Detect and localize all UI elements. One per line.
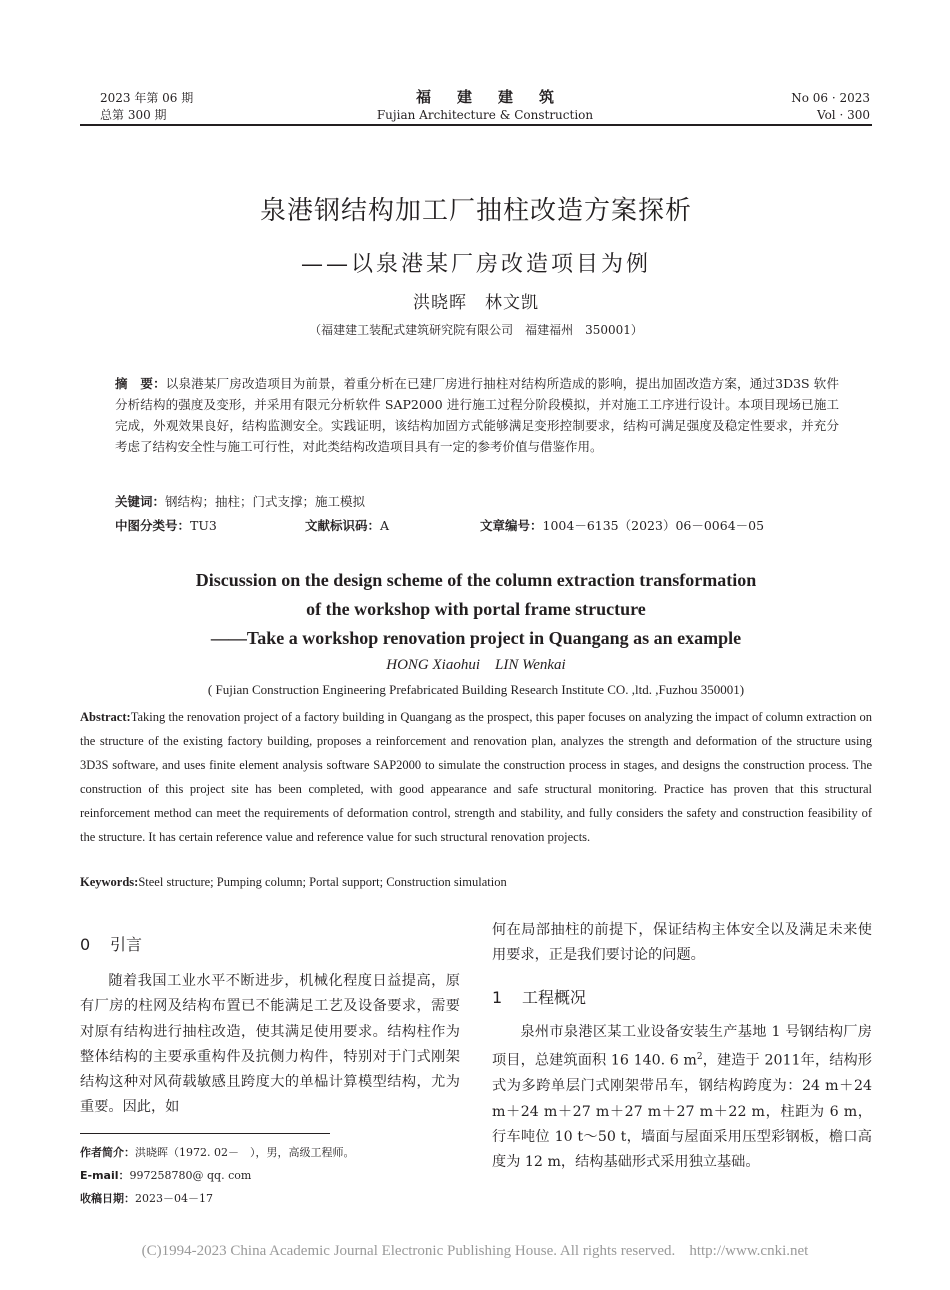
english-title-line3: ——Take a workshop renovation project in Quangang as an example (210, 628, 742, 648)
section-0-heading (80, 932, 460, 958)
keywords-cn (115, 492, 839, 512)
article-number (480, 516, 764, 536)
footnote-date-text: 2023－04－17 (135, 1192, 213, 1205)
article-affiliation: （福建建工装配式建筑研究院有限公司 福建福州 350001） (309, 323, 643, 337)
english-authors: HONG Xiaohui LIN Wenkai (386, 657, 566, 673)
abstract-cn (115, 373, 839, 457)
article-authors: 洪晓晖 林文凯 (413, 293, 539, 313)
section-1-heading (492, 985, 872, 1011)
header-total-issue: 总第 300 期 (100, 108, 167, 122)
keywords-en (80, 872, 872, 892)
cnki-url[interactable]: http://www.cnki.net (689, 1243, 809, 1259)
keywords-en-label: Keywords: (80, 875, 139, 889)
abstract-en-text: Taking the renovation project of a factory building in Quangang as the prospect, this paper focuses on analyzing the impact of column extraction on the structure of the existing factory building, proposes a reinforcement and renovation plan, analyzes the strength and deformation of the structure using 3D3S software, and uses finite element analysis software SAP2000 to simulate the construction process in stages, and designs the construction process. The construction of this project site has been completed, with good appearance and safe structural monitoring. Practice has proven that this structural reinforcement method can meet the requirements of deformation control, strength and stability, and fully considers the safety and construction feasibility of the structure. It has certain reference value and reference value for such structural renovation projects. (80, 710, 872, 844)
english-affiliation: ( Fujian Construction Engineering Prefabricated Building Research Institute CO. ,ltd. ,Fuzhou 350001) (207, 682, 745, 697)
header-rule (80, 124, 872, 126)
article-number-label: 文章编号： (480, 518, 543, 533)
intro-continuation (492, 918, 872, 969)
footnote-author (80, 1145, 460, 1161)
section-0-title: 引言 (110, 935, 143, 954)
keywords-cn-text: 钢结构；抽柱；门式支撑；施工模拟 (165, 494, 366, 509)
footnote-author-text: 洪晓晖（1972. 02－ ），男，高级工程师。 (135, 1146, 355, 1159)
footnote-rule (80, 1133, 330, 1134)
abstract-cn-label: 摘 要： (115, 376, 166, 391)
header-vol: Vol · 300 (817, 108, 870, 122)
english-title-line2: of the workshop with portal frame structure (306, 599, 646, 619)
section-0-body (80, 969, 460, 1121)
footnote-email (80, 1168, 460, 1184)
footnote-date (80, 1191, 460, 1207)
article-subtitle: ——以泉港某厂房改造项目为例 (300, 252, 651, 277)
doc-value: A (380, 518, 390, 533)
clc-value: TU3 (190, 518, 217, 533)
article-title: 泉港钢结构加工厂抽柱改造方案探析 (259, 196, 692, 226)
header-issue-info (80, 90, 240, 124)
doc-code (305, 516, 389, 536)
abstract-en-label: Abstract: (80, 710, 131, 724)
intro-continuation-text: 何在局部抽柱的前提下，保证结构主体安全以及满足未来使用要求，正是我们要讨论的问题。 (492, 922, 872, 964)
english-title (80, 566, 872, 653)
section-0-paragraph: 随着我国工业水平不断进步，机械化程度日益提高，原有厂房的柱网及结构布置已不能满足工艺及设备要求，需要对原有结构进行抽柱改造，使其满足使用要求。结构柱作为整体结构的主要承重构件及抗侧力构件，特别对于门式刚架结构这种对风荷载敏感且跨度大的单榀计算模型结构，尤为重要。因此，如 (80, 973, 460, 1116)
section-1-paragraph (492, 1020, 872, 1176)
section-1-text-a: 泉州市泉港区某工业设备安装生产基地 1 号钢结构厂房项目，总建筑面积 16 140. 6 m (492, 1024, 872, 1070)
footnote-email-text: 997258780@ qq. com (129, 1169, 252, 1182)
keywords-cn-label: 关键词： (115, 494, 166, 509)
header-volume-info (710, 90, 870, 124)
abstract-en (80, 705, 872, 849)
english-title-line1: Discussion on the design scheme of the column extraction transformation (195, 570, 757, 590)
section-1-text-b: ，建造于 2011年，结构形式为多跨单层门式刚架带吊车，钢结构跨度为：24 m＋24 m＋24 m＋27 m＋27 m＋27 m＋22 m，柱距为 6 m，行车吨位 10 t～50 t，墙面与屋面采用压型彩钢板，檐口高度为 12 m，结构基础形式采用独立基础。 (492, 1053, 872, 1171)
clc-label: 中图分类号： (115, 518, 191, 533)
footnote-email-label: E-mail： (80, 1169, 130, 1182)
copyright-text: (C)1994-2023 China Academic Journal Electronic Publishing House. All rights reserved. (141, 1243, 676, 1259)
abstract-cn-text: 以泉港某厂房改造项目为前景，着重分析在已建厂房进行抽柱对结构所造成的影响，提出加固改造方案，通过3D3S 软件分析结构的强度及变形，并采用有限元分析软件 SAP2000 进行施工过程分阶段模拟，并对施工工序进行设计。本项目现场已施工完成，外观效果良好，结构监测安全。实践证明，该结构加固方式能够满足变形控制要求，结构可满足强度及稳定性要求，并充分考虑了结构安全性与施工可行性，对此类结构改造项目具有一定的参考价值与借鉴作用。 (115, 376, 839, 454)
section-1-title: 工程概况 (522, 988, 587, 1007)
superscript-2: 2 (696, 1052, 703, 1063)
clc-code (115, 516, 217, 536)
section-1-body (492, 1020, 872, 1176)
keywords-en-text: Steel structure; Pumping column; Portal support; Construction simulation (138, 875, 507, 889)
footnote-author-label: 作者简介： (80, 1146, 135, 1159)
section-0-number: 0 (80, 935, 91, 954)
article-number-value: 1004－6135（2023）06－0064－05 (542, 518, 765, 533)
header-journal (300, 87, 670, 123)
header-no: No 06 · 2023 (791, 91, 870, 105)
header-year-issue: 2023 年第 06 期 (100, 91, 194, 105)
cnki-footer (0, 1240, 950, 1262)
footnote-date-label: 收稿日期： (80, 1192, 135, 1205)
section-1-number: 1 (492, 988, 503, 1007)
journal-name-en: Fujian Architecture & Construction (376, 108, 594, 122)
journal-name-cn: 福建建筑 (415, 88, 580, 106)
doc-label: 文献标识码： (305, 518, 381, 533)
